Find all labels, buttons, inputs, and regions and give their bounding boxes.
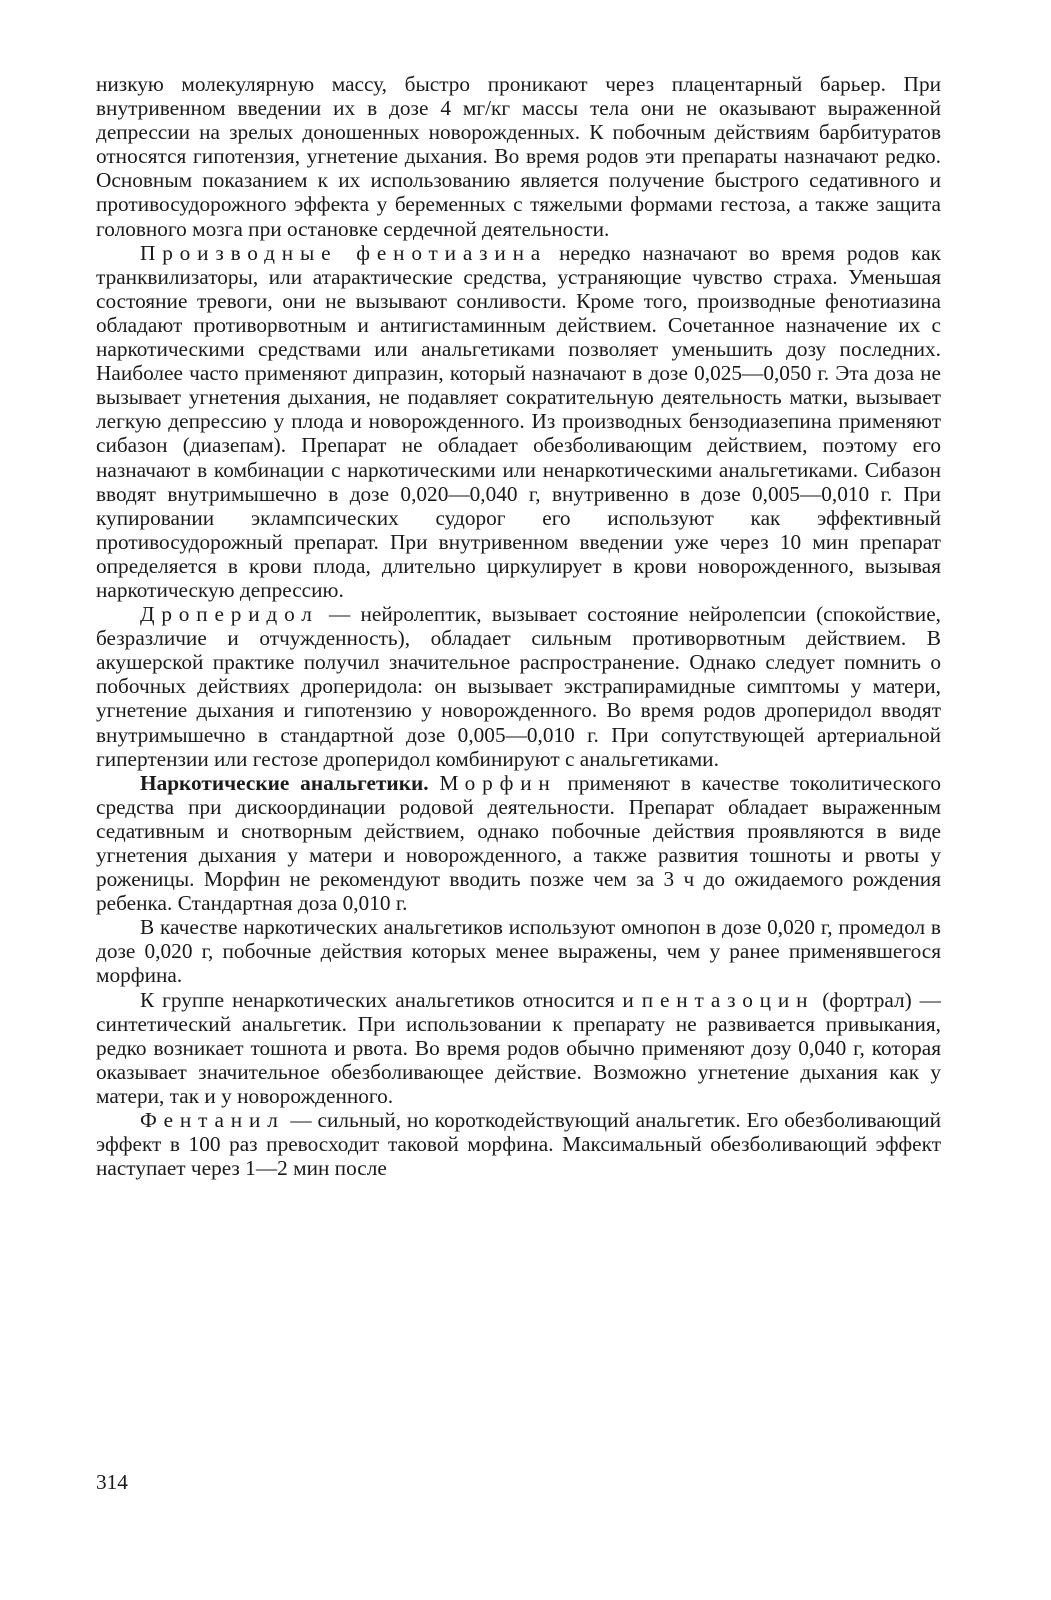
paragraph-intro: К группе ненаркотических анальгетиков относится и — [140, 987, 642, 1012]
term-fentanyl: Фентанил — [140, 1108, 285, 1133]
paragraph-fentanyl — [96, 1108, 941, 1180]
text-column — [96, 72, 941, 1180]
paragraph-droperidol — [96, 602, 941, 771]
paragraph-text: применяют в качестве токолитического средства при дискоординации родовой деятельности. Препарат обладает выраженным седативным и снотворным действием, однако побочные действия проявляются в виде угнетения дыхания у матери и новорожденного, а также развития тошноты и рвоты у роженицы. Морфин не рекомендуют вводить позже чем за 3 ч до ожидаемого рождения ребенка. Стандартная доза 0,010 г. — [96, 770, 942, 916]
paragraph-text: нередко назначают во время родов как транквилизаторы, или атарактические средства, устраняющие чувство страха. Уменьшая состояние тревоги, они не вызывают сонливости. Кроме того, производные фенотиазина обладают противорвотным и антигистаминным действием. Сочетанное назначение их с наркотическими средствами или анальгетиками позволяет уменьшить дозу последних. Наиболее часто применяют дипразин, который назначают в дозе 0,025—0,050 г. Эта доза не вызывает угнетения дыхания, не подавляет сократительную деятельность матки, вызывает легкую депрессию у плода и новорожденного. Из производных бензодиазепина применяют сибазон (диазепам). Препарат не обладает обезболивающим действием, поэтому его назначают в комбинации с наркотическими или ненаркотическими анальгетиками. Сибазон вводят внутримышечно в дозе 0,020—0,040 г, внутривенно в дозе 0,005—0,010 г. При купировании эклампсических судорог его используют как эффективный противосудорожный препарат. При внутривенном введении уже через 10 мин препарат определяется в крови плода, длительно циркулирует в крови новорожденного, вызывая наркотическую депрессию. — [96, 240, 941, 602]
term-morphine: Морфин — [439, 770, 557, 795]
paragraph-text: В качестве наркотических анальгетиков используют омнопон в дозе 0,020 г, промедол в дозе 0,020 г, побочные действия которых менее выражены, чем у ранее применявшегося морфина. — [96, 915, 941, 988]
paragraph-text: низкую молекулярную массу, быстро проникают через плацентарный барьер. При внутривенном введении их в дозе 4 мг/кг массы тела они не оказывают выраженной депрессии на зрелых доношенных новорожденных. К побочным действиям барбитуратов относятся гипотензия, угнетение дыхания. Во время родов эти препараты назначают редко. Основным показанием к их использованию является получение быстрого седативного и противосудорожного эффекта у беременных с тяжелыми формами гестоза, а также защита головного мозга при остановке сердечной деятельности. — [96, 72, 941, 241]
paragraph-narcotic-analgesics — [96, 771, 941, 916]
term-droperidol: Дроперидол — [140, 602, 319, 627]
paragraph-barbiturates — [96, 72, 941, 241]
paragraph-text: (фортрал) — синтетический анальгетик. При использовании к препарату не развивается привыкания, редко возникает тошнота и рвота. Во время родов обычно применяют дозу 0,040 г, которая оказывает значительное обезболивающее действие. Возможно угнетение дыхания как у матери, так и у новорожденного. — [96, 987, 941, 1108]
term-phenothiazine: Производные фенотиазина — [140, 240, 548, 265]
paragraph-phenothiazine — [96, 241, 941, 602]
paragraph-omnopon — [96, 915, 941, 987]
page-number: 314 — [96, 1470, 128, 1494]
paragraph-pentazocine — [96, 988, 941, 1108]
paragraph-text: — нейролептик, вызывает состояние нейролепсии (спокойствие, безразличие и отчужденность), обладает сильным противорвотным действием. В акушерской практике получил значительное распространение. Однако следует помнить о побочных действиях дроперидола: он вызывает экстрапирамидные симптомы у матери, угнетение дыхания и гипотензию у новорожденного. Во время родов дроперидол вводят внутримышечно в стандартной дозе 0,005—0,010 г. При сопутствующей артериальной гипертензии или гестозе дроперидол комбинируют с анальгетиками. — [96, 602, 941, 771]
section-heading: Наркотические анальгетики. — [140, 770, 429, 795]
paragraph-text: — сильный, но короткодействующий анальгетик. Его обезболивающий эффект в 100 раз превосходит таковой морфина. Максимальный обезболивающий эффект наступает через 1—2 мин после — [96, 1108, 941, 1181]
term-pentazocine: пентазоцин — [641, 987, 815, 1012]
